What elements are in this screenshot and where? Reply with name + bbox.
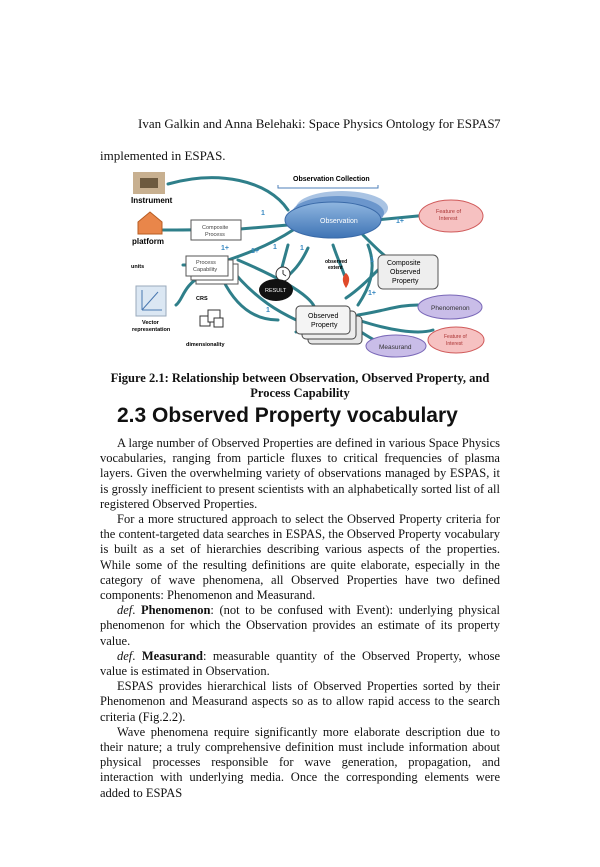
figure-2-1 xyxy=(128,170,498,360)
svg-text:1+: 1+ xyxy=(396,218,404,225)
crs-label: CRS xyxy=(196,296,208,302)
svg-text:Observed: Observed xyxy=(390,269,421,276)
vector-label-1: Vector xyxy=(142,320,159,326)
body-text xyxy=(100,436,500,801)
paragraph-1: A large number of Observed Properties are defined in various Space Physics vocabularies, ranging from particle fluxes to critical frequencies of plasma layers. Given the overwhelming variety of observations managed by ESPAS, it is grossly inefficient to present scientists with an alphabetically sorted list of all registered Observed Properties. xyxy=(100,436,500,511)
instrument-label: Instrument xyxy=(131,196,173,205)
definition-measurand: def. Measurand: measurable quantity of the Observed Property, whose value is estimated in Observation. xyxy=(100,648,500,679)
composite-process-node xyxy=(191,220,241,240)
units-label: units xyxy=(131,264,145,270)
svg-text:Measurand: Measurand xyxy=(379,344,412,351)
def-text: : measurable quantity of the Observed Property, whose value is estimated in Observation. xyxy=(100,648,500,679)
lead-text: implemented in ESPAS. xyxy=(100,148,226,163)
svg-text:1: 1 xyxy=(266,307,270,314)
observation-node xyxy=(285,191,388,238)
running-title: Ivan Galkin and Anna Belehaki: Space Physics Ontology for ESPAS xyxy=(138,116,495,131)
feature-of-interest-node-bottom xyxy=(428,327,484,353)
def-prefix: def xyxy=(117,603,133,618)
platform-label: platform xyxy=(132,237,164,246)
paragraph-4: Wave phenomena require significantly more elaborate description due to their nature; a truly comprehensive definition must include information about physical processes responsible for wave generation, propagation, and interaction with underlying media. Once the corresponding elements were added to ESPAS xyxy=(100,724,500,800)
svg-text:Feature of: Feature of xyxy=(436,209,462,215)
def-term: Phenomenon xyxy=(140,603,211,618)
svg-text:Feature of: Feature of xyxy=(444,334,467,340)
svg-text:Observed: Observed xyxy=(308,313,339,320)
platform-icon xyxy=(138,212,162,234)
svg-text:1: 1 xyxy=(261,210,265,217)
collection-bracket xyxy=(278,185,378,188)
svg-text:Process: Process xyxy=(196,260,216,266)
caption-line-1: Figure 2.1: Relationship between Observation, Observed Property, and xyxy=(110,371,490,385)
svg-text:1: 1 xyxy=(273,244,277,251)
measurand-node xyxy=(366,335,426,357)
phenomenon-node xyxy=(418,295,482,319)
observed-property-node xyxy=(296,306,362,344)
svg-text:1: 1 xyxy=(370,257,374,264)
observation-collection-label: Observation Collection xyxy=(293,176,370,183)
definition-phenomenon: def. Phenomenon: (not to be confused with Event): underlying physical phenomenon for which the Observation provides an estimate of its property value. xyxy=(100,603,500,648)
svg-text:1: 1 xyxy=(300,245,304,252)
svg-text:1+: 1+ xyxy=(251,248,259,255)
svg-text:Interest: Interest xyxy=(446,341,463,347)
observed-extent-label-2: extent xyxy=(328,265,343,271)
ontology-diagram xyxy=(128,170,498,360)
feature-of-interest-node-top xyxy=(419,200,483,232)
figure-caption xyxy=(100,371,500,401)
page-number: 7 xyxy=(494,116,501,131)
svg-text:Capability: Capability xyxy=(193,267,218,273)
def-prefix: def xyxy=(117,648,133,663)
svg-text:1+: 1+ xyxy=(368,290,376,297)
svg-text:Composite: Composite xyxy=(202,225,229,231)
paragraph-2: For a more structured approach to select the Observed Property criteria for the content-targeted data searches in ESPAS, the Observed Property vocabulary is built as a set of hierarchies describing various aspects of the properties. While some of the resulting definitions are quite elaborate, especially in the category of wave phenomena, all Observed Properties have two defined components: Phenomenon and Measurand. xyxy=(100,512,500,603)
svg-text:1+: 1+ xyxy=(221,245,229,252)
vector-icon xyxy=(136,286,166,316)
dimensionality-label: dimensionality xyxy=(186,342,225,348)
def-text: : (not to be confused with Event): underlying physical phenomenon for which the Observation provides an estimate of its property value. xyxy=(100,603,500,648)
result-label: RESULT xyxy=(265,288,287,294)
svg-text:Property: Property xyxy=(311,322,338,329)
svg-text:Composite: Composite xyxy=(387,260,421,267)
composite-observed-property-node xyxy=(378,255,438,289)
dimensionality-icon xyxy=(200,310,223,327)
def-term: Measurand xyxy=(141,648,203,663)
process-capability-node xyxy=(186,256,238,284)
svg-text:Interest: Interest xyxy=(439,216,458,222)
section-title: 2.3 Observed Property vocabulary xyxy=(117,404,458,427)
svg-text:Process: Process xyxy=(205,232,225,238)
caption-line-2: Process Capability xyxy=(250,386,350,400)
svg-text:Observation: Observation xyxy=(320,218,358,225)
svg-text:Property: Property xyxy=(392,278,419,285)
vector-label-2: representation xyxy=(132,327,171,333)
svg-text:Phenomenon: Phenomenon xyxy=(431,305,470,312)
observed-extent-label-1: observed xyxy=(325,259,348,265)
paragraph-3: ESPAS provides hierarchical lists of Observed Properties sorted by their Phenomenon and Measurand aspects so as to allow rapid access to the search criteria (Fig.2.2). xyxy=(100,679,500,724)
